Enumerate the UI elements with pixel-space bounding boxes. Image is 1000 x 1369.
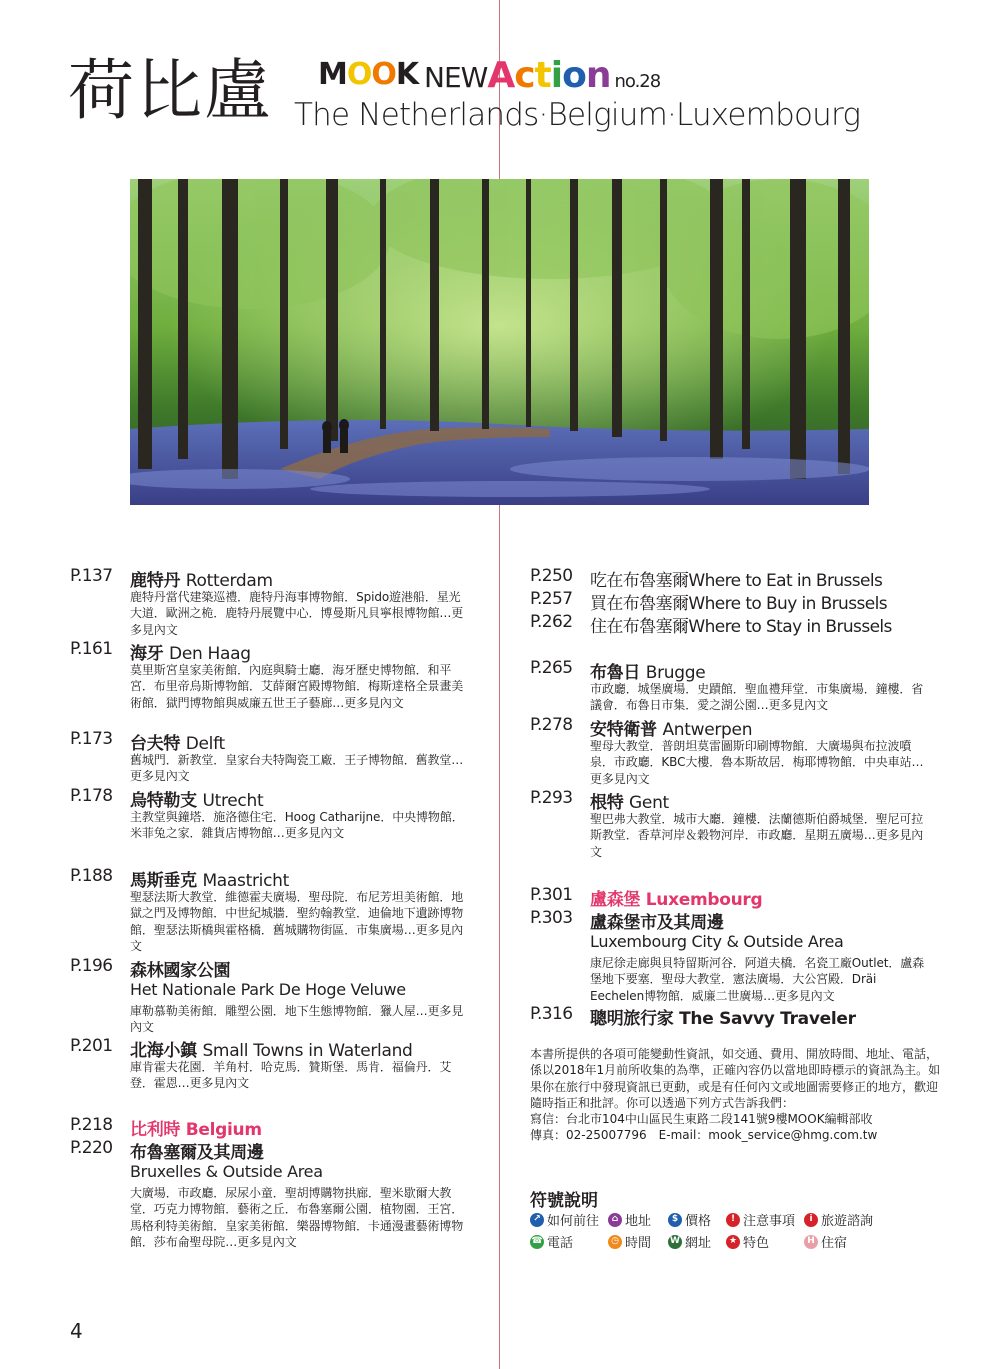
entry-heading: 安特衛普 Antwerpen [590,720,753,740]
page-ref: P.220 [70,1138,113,1158]
entry-heading: 北海小鎮 Small Towns in Waterland [130,1041,413,1061]
series-logo: NEWAction no.28 [424,55,661,96]
legend-item: ★ 特色 [726,1232,769,1251]
page-ref: P.262 [530,612,573,632]
price-icon: $ [668,1213,682,1227]
hotel-icon: H [804,1235,818,1249]
entry-heading: 馬斯垂克 Maastricht [130,871,289,891]
entry-heading: 森林國家公園 [130,961,231,981]
legend-item: ◷ 時間 [608,1232,651,1251]
entry-heading: 根特 Gent [590,793,669,813]
entry-description: 莫里斯宮皇家美術館．內庭與騎士廳．海牙歷史博物館．和平宮．布里帝烏斯博物館．艾薛爾宮殿博物館．梅斯達格全景畫美術館．獄門博物館與威廉五世王子藝廊…更多見內文 [130,663,464,710]
page-ref: P.265 [530,658,573,678]
entry-heading: 台夫特 Delft [130,734,225,754]
legend-item: ⌂ 地址 [608,1210,651,1229]
notice-body: 本書所提供的各項可能變動性資訊，如交通、費用、開放時間、地址、電話，係以2018年1月前所收集的為準，正確內容仍以當地即時標示的資訊為主。如果你在旅行中發現資訊已更動，或是有任何內文或地圖需要修正的地方，歡迎隨時指正和批評。你可以透過下列方式告訴我們： [530,1047,941,1110]
entry-subheading: Luxembourg City & Outside Area [590,932,844,951]
forest-photo [130,179,869,505]
legend-item: ☎ 電話 [531,1236,574,1251]
legend-item: ! 注意事項 [726,1210,795,1229]
page-ref: P.303 [530,908,573,928]
legend-item: $ 價格 [668,1210,711,1229]
entry-heading: 鹿特丹 Rotterdam [130,571,273,591]
time-icon: ◷ [608,1235,622,1249]
entry-heading: 住在布魯塞爾Where to Stay in Brussels [590,617,892,637]
web-icon: W [668,1235,682,1249]
warning-icon: ! [726,1213,740,1227]
entry-subheading: Bruxelles & Outside Area [130,1162,323,1181]
page-ref: P.196 [70,956,113,976]
legend-item: i 旅遊諮詢 [804,1210,873,1229]
book-subtitle: The Netherlands·Belgium·Luxembourg [294,97,861,133]
page-number: 4 [70,1319,83,1343]
page-ref: P.178 [70,786,113,806]
entry-description: 庫勒慕勒美術館．雕塑公園．地下生態博物館．獵人屋…更多見內文 [130,1004,464,1035]
page-ref: P.316 [530,1004,573,1024]
legend-item: H 住宿 [804,1232,847,1251]
legend-item: ↗ 如何前往 [530,1210,599,1229]
entry-heading: 布魯日 Brugge [590,663,706,683]
entry-heading: 買在布魯塞爾Where to Buy in Brussels [590,594,887,614]
legend-title: 符號說明 [530,1191,598,1211]
book-title: 荷比盧 [68,52,272,129]
entry-description: 鹿特丹當代建築巡禮．鹿特丹海事博物館．Spido遊港船．星光大道．歐洲之桅．鹿特丹展覽中心．博曼斯凡貝寧根博物館…更多見內文 [130,590,464,637]
address-icon: ⌂ [608,1213,622,1227]
notice-contact: 傳真：02-25007796 E-mail：mook_service@hmg.com.tw [530,1128,878,1143]
page-ref: P.293 [530,788,573,808]
phone-icon: ☎ [530,1235,544,1249]
entry-description: 庫肯霍夫花園．羊角村．哈克馬．贊斯堡．馬肯．福倫丹．艾登．霍恩…更多見內文 [130,1060,452,1091]
entry-heading: 聰明旅行家 The Savvy Traveler [590,1009,856,1029]
feature-icon: ★ [726,1235,740,1249]
page-ref: P.188 [70,866,113,886]
transport-icon: ↗ [530,1213,544,1227]
entry-description: 康尼徐走廊與貝特留斯河谷．阿道夫橋．名瓷工廠Outlet．盧森堡地下要塞．聖母大教堂．憲法廣場．大公宮殿．Dräi Eechelen博物館．威廉二世廣場…更多見內文 [590,956,925,1003]
entry-heading: 布魯塞爾及其周邊 [130,1143,264,1163]
page-ref: P.278 [530,715,573,735]
entry-heading: 吃在布魯塞爾Where to Eat in Brussels [590,571,883,591]
info-notice [530,1046,942,1144]
info-icon: i [804,1213,818,1227]
entry-heading: 盧森堡市及其周邊 [590,913,724,933]
page-ref: P.201 [70,1036,113,1056]
page-ref: P.161 [70,639,113,659]
entry-description: 舊城門．新教堂．皇家台夫特陶瓷工廠．王子博物館．舊教堂…更多見內文 [130,753,464,784]
page-ref: P.218 [70,1115,113,1135]
page-ref: P.301 [530,885,573,905]
entry-description: 大廣場．市政廳．尿尿小童．聖胡博購物拱廊．聖米歇爾大教堂．巧克力博物館．藝術之丘．布魯塞爾公園．植物園．王宮．馬格利特美術館．皇家美術館．樂器博物館．卡通漫畫藝術博物館．莎布侖聖母院…更多見內文 [130,1186,464,1249]
entry-heading: 海牙 Den Haag [130,644,251,664]
page-ref: P.250 [530,566,573,586]
page-ref: P.257 [530,589,573,609]
page-ref: P.173 [70,729,113,749]
entry-description: 聖母大教堂．普朗坦莫雷圖斯印刷博物館．大廣場與布拉波噴泉．市政廳．KBC大樓．魯本斯故居．梅耶博物館．中央車站…更多見內文 [590,739,924,786]
entry-description: 聖巴弗大教堂．城市大廳．鐘樓．法蘭德斯伯爵城堡．聖尼可拉斯教堂．香草河岸＆穀物河岸．市政廳．星期五廣場…更多見內文 [590,812,924,859]
legend-item: W 網址 [668,1232,711,1251]
entry-description: 市政廳．城堡廣場．史蹟館．聖血禮拜堂．市集廣場．鐘樓．省議會．布魯日市集．愛之湖公園…更多見內文 [590,682,924,713]
section-heading: 盧森堡 Luxembourg [590,890,763,910]
mook-logo: MOOK [318,57,419,92]
notice-mail: 寫信：台北市104中山區民生東路二段141號9樓MOOK編輯部收 [530,1112,873,1127]
entry-description: 聖瑟法斯大教堂．維德霍夫廣場．聖母院．布尼芳坦美術館．地獄之門及博物館．中世紀城牆．聖約翰教堂．迪倫地下遺跡博物館．聖瑟法斯橋與霍格橋．舊城購物街區．市集廣場…更多見內文 [130,890,464,953]
section-heading: 比利時 Belgium [130,1120,262,1140]
page-ref: P.137 [70,566,113,586]
entry-heading: 烏特勒支 Utrecht [130,791,264,811]
entry-subheading: Het Nationale Park De Hoge Veluwe [130,980,406,999]
entry-description: 主教堂與鐘塔．施洛德住宅．Hoog Catharijne．中央博物館．米菲兔之家．雜貨店博物館…更多見內文 [130,810,464,841]
action-word: Action [487,55,611,96]
